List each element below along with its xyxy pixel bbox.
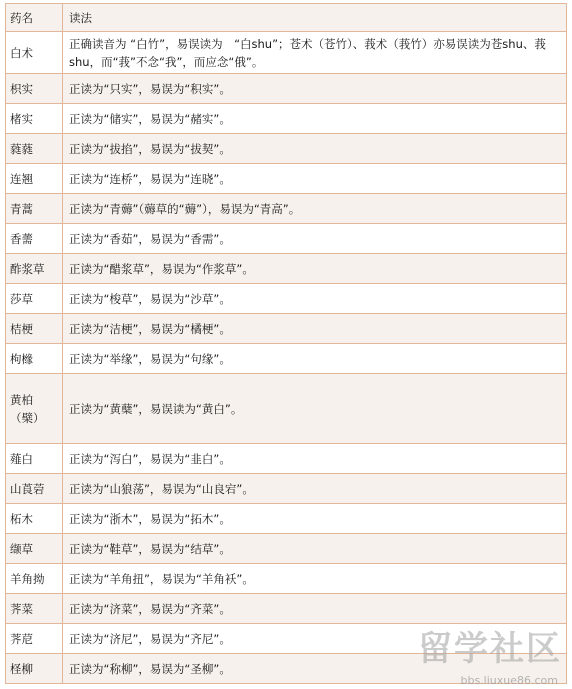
cell-reading: 正读为“称柳”，易误为“圣柳”。 <box>63 654 567 684</box>
cell-name: 缬草 <box>6 534 63 564</box>
table-row <box>6 134 567 164</box>
cell-reading: 正读为“举缘”，易误为“句缘”。 <box>63 344 567 374</box>
table-row <box>6 284 567 314</box>
table-row <box>6 594 567 624</box>
cell-name: 柘木 <box>6 504 63 534</box>
cell-name: 桔梗 <box>6 314 63 344</box>
cell-reading: 正读为“香茹”，易误为“香需”。 <box>63 224 567 254</box>
watermark-logo: 留学社区 <box>418 629 562 669</box>
table-row <box>6 314 567 344</box>
cell-name: 枸橼 <box>6 344 63 374</box>
table-row <box>6 654 567 684</box>
cell-name: 荠菜 <box>6 594 63 624</box>
table-row <box>6 374 567 444</box>
table-row <box>6 474 567 504</box>
cell-name: 荠苨 <box>6 624 63 654</box>
table-row <box>6 164 567 194</box>
header-name: 药名 <box>6 4 63 32</box>
cell-reading: 正读为“青薅”（薅草的“薅”），易误为“青高”。 <box>63 194 567 224</box>
cell-reading: 正确读音为 “白竹”，易误读为 “白shu”；苍术（苍竹）、莪术（莪竹）亦易误读为苍shu、莪shu，而“莪”不念“我”，而应念“俄”。 <box>63 32 567 74</box>
table-row <box>6 194 567 224</box>
table-row <box>6 504 567 534</box>
cell-name: 青蒿 <box>6 194 63 224</box>
cell-name: 柽柳 <box>6 654 63 684</box>
cell-name: 莎草 <box>6 284 63 314</box>
cell-name: 薤白 <box>6 444 63 474</box>
cell-reading: 正读为“鞋草”，易误为“结草”。 <box>63 534 567 564</box>
table-row <box>6 564 567 594</box>
cell-reading: 正读为“羊角扭”，易误为“羊角袄”。 <box>63 564 567 594</box>
table-body <box>6 4 567 684</box>
table-row <box>6 534 567 564</box>
cell-name: 酢浆草 <box>6 254 63 284</box>
cell-reading: 正读为“储实”，易误为“赭实”。 <box>63 104 567 134</box>
cell-reading: 正读为“黄蘖”，易误读为“黄白”。 <box>63 374 567 444</box>
cell-name: 羊角拗 <box>6 564 63 594</box>
cell-name: 山莨菪 <box>6 474 63 504</box>
cell-reading: 正读为“济菜”，易误为“齐菜”。 <box>63 594 567 624</box>
header-reading: 读法 <box>63 4 567 32</box>
table-row <box>6 444 567 474</box>
cell-name: 枳实 <box>6 74 63 104</box>
table-row <box>6 104 567 134</box>
watermark-url: bbs.liuxue86.com <box>460 674 558 687</box>
cell-reading: 正读为“连桥”，易误为“连晓”。 <box>63 164 567 194</box>
cell-name: 香薷 <box>6 224 63 254</box>
cell-name: 楮实 <box>6 104 63 134</box>
cell-reading: 正读为“浙木”，易误为“拓木”。 <box>63 504 567 534</box>
cell-name: 蕤蕤 <box>6 134 63 164</box>
cell-reading: 正读为“拔掐”，易误为“拔契”。 <box>63 134 567 164</box>
table-row <box>6 344 567 374</box>
table-row <box>6 224 567 254</box>
table-row <box>6 624 567 654</box>
cell-name: 黄柏（檗） <box>6 374 63 444</box>
cell-reading: 正读为“梭草”，易误为“沙草”。 <box>63 284 567 314</box>
cell-reading: 正读为“醋浆草”，易误为“作浆草”。 <box>63 254 567 284</box>
table-row <box>6 74 567 104</box>
cell-reading: 正读为“济尼”，易误为“齐尼”。 <box>63 624 567 654</box>
table-row <box>6 254 567 284</box>
table-row <box>6 32 567 74</box>
cell-name: 连翘 <box>6 164 63 194</box>
cell-reading: 正读为“只实”，易误为“积实”。 <box>63 74 567 104</box>
cell-reading: 正读为“泻白”，易误为“韭白”。 <box>63 444 567 474</box>
table-header-row <box>6 4 567 32</box>
cell-reading: 正读为“洁梗”，易误为“橘梗”。 <box>63 314 567 344</box>
medicine-pronunciation-table <box>5 3 567 684</box>
cell-name: 白术 <box>6 32 63 74</box>
cell-reading: 正读为“山狼荡”，易误为“山良宕”。 <box>63 474 567 504</box>
